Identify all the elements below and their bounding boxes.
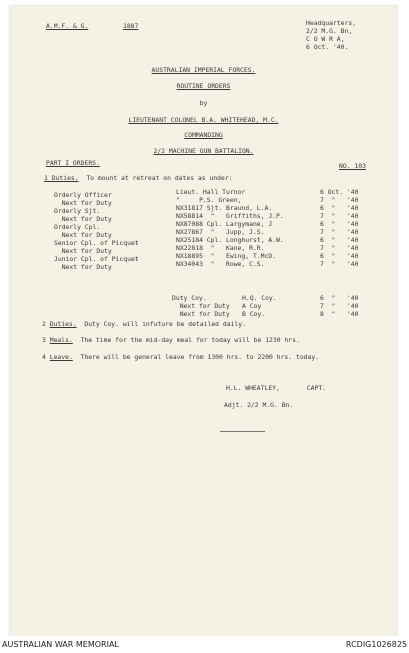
title-aif: AUSTRALIAN IMPERIAL FORCES. [151, 66, 256, 74]
title-battalion: 2/2 MACHINE GUN BATTALION. [153, 147, 254, 155]
title-commanding-officer: LIEUTENANT COLONEL B.A. WHITEHEAD, M.C. [128, 116, 279, 124]
item-meals: 3 Meals. The time for the mid-day meal for today will be 1230 hrs. [42, 336, 300, 344]
duty-names: Lieut. Hall Turnor " P.S. Green, NX31817 Sjt. Braund, L.A. NX58814 " Griffiths, J.P. NX87088 Cpl. Largymane, J NX27867 " Jupp, J.S. NX25184 Cpl. Longhurst, A.W. NX22818 " Kane, R.R. NX18895 " Ewing, T.McD. NX34043 " Rowe, C.S. [176, 188, 284, 268]
duty-roles: Orderly Officer Next for Duty Orderly Sjt. Next for Duty Orderly Cpl. Next for Duty Senior Cpl. of Picquet Next for Duty Junior Cpl. of Picquet Next for Duty [54, 191, 139, 271]
title-routine-orders: ROUTINE ORDERS [176, 82, 231, 90]
title-commanding: COMMANDING [184, 131, 223, 139]
part-label: PART I ORDERS. [46, 159, 100, 167]
signature-title: Adjt. 2/2 M.G. Bn. [224, 401, 294, 409]
footer-source: AUSTRALIAN WAR MEMORIAL [2, 640, 119, 649]
signature-name: H.L. WHEATLEY, CAPT. [226, 384, 327, 392]
duties-heading: 1 Duties. To mount at retreat on dates as under: [44, 174, 233, 182]
signature-line [220, 431, 265, 432]
item-duties: 2 Duties. Duty Coy. will infuture be detailed daily. [42, 320, 246, 328]
headquarters-block: Headquarters, 2/2 M.G. Bn, C O W R A, 6 Oct. '40. [306, 19, 357, 51]
duty-dates: 6 Oct. '40 7 " '40 6 " '40 7 " '40 6 " '40 7 " '40 6 " '40 7 " '40 6 " '40 7 " '40 [320, 188, 359, 268]
item-leave: 4 Leave. There will be general leave from 1300 hrs. to 2200 hrs. today. [42, 353, 320, 361]
coy-names: H.Q. Coy. A Coy B Coy. [242, 294, 277, 318]
title-by: by [199, 99, 208, 107]
document-page [10, 6, 397, 636]
coy-labels: Duty Coy. Next for Duty Next for Duty [172, 294, 230, 318]
order-number: NO. 103 [339, 162, 366, 170]
footer-bar [0, 636, 409, 653]
footer-id: RCDIG1026825 [345, 640, 407, 649]
form-reference: A.M.F. & G. 1887 [46, 22, 139, 30]
coy-dates: 6 " '40 7 " '40 8 " '40 [320, 294, 359, 318]
